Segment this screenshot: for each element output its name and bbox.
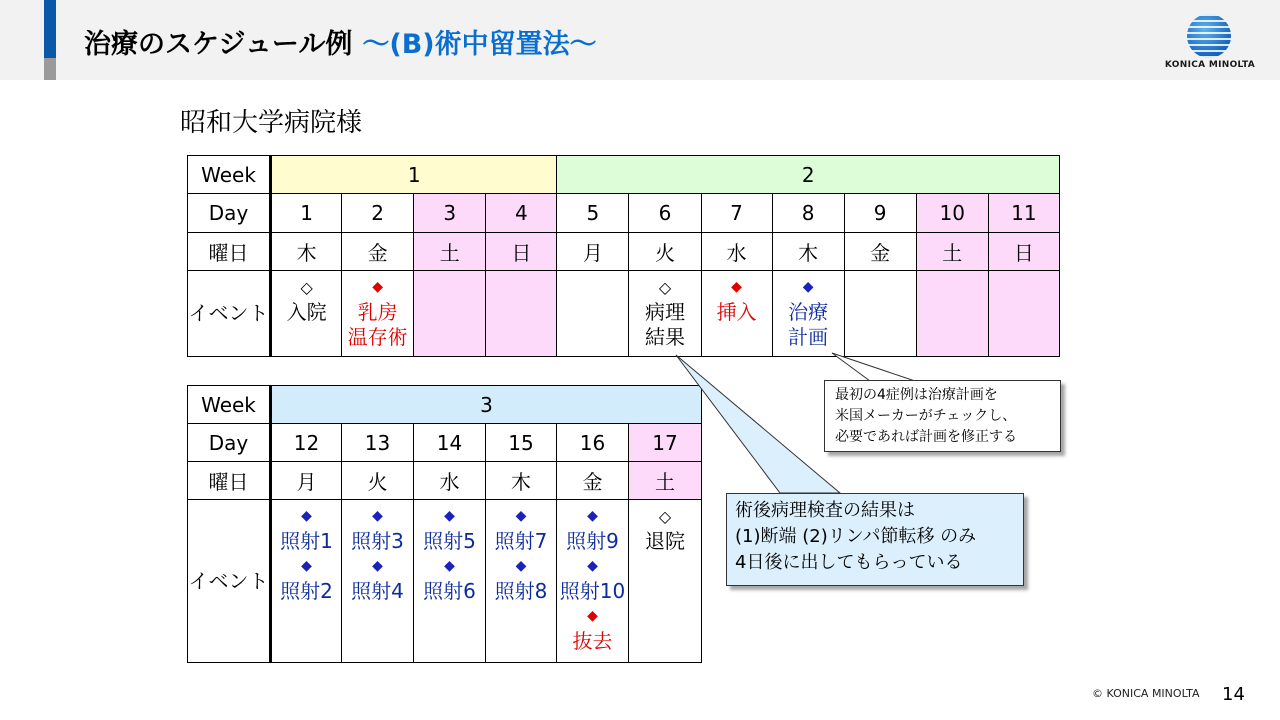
event-text: 乳房 (357, 300, 398, 324)
weekday-cell: 火 (629, 233, 701, 271)
weekday-cell: 土 (414, 233, 486, 271)
hospital-name: 昭和大学病院様 (180, 108, 363, 138)
weekday-cell: 火 (342, 462, 414, 500)
title-subtitle: ～(B)術中留置法～ (362, 29, 597, 60)
event-text: 温存術 (347, 325, 408, 349)
day-cell: 2 (342, 194, 414, 233)
week-label: Week (188, 386, 271, 424)
weekday-cell: 水 (414, 462, 486, 500)
blue-diamond-icon: ◆ (444, 558, 455, 574)
day-cell: 13 (342, 424, 414, 462)
callout-line: 必要であれば計画を修正する (835, 429, 1017, 445)
blue-diamond-icon: ◆ (802, 279, 814, 295)
event-text: 照射8 (494, 579, 548, 603)
callout-line: 米国メーカーがチェックし、 (835, 408, 1017, 424)
callout-line: 4日後に出してもらっている (735, 552, 963, 573)
event-text: 退院 (645, 529, 685, 553)
weekday-cell: 水 (701, 233, 772, 271)
event-text: 照射10 (559, 579, 626, 603)
day-cell: 7 (701, 194, 772, 233)
event-text: 照射1 (280, 529, 333, 553)
red-diamond-icon: ◆ (372, 279, 384, 295)
event-text: 照射9 (566, 529, 619, 553)
callout-line: 術後病理検査の結果は (735, 500, 915, 521)
callout-pathology-result (726, 493, 1024, 586)
week-cell: 2 (557, 156, 1060, 194)
weekday-cell: 木 (772, 233, 844, 271)
event-text: 計画 (788, 325, 829, 349)
event-text: 照射6 (423, 579, 476, 603)
event-text: 治療 (788, 300, 829, 324)
callout-line: (1)断端 (2)リンパ節転移 のみ (735, 526, 977, 547)
day-cell: 16 (557, 424, 629, 462)
callout-line: 最初の4症例は治療計画を (835, 387, 998, 403)
event-text: 結果 (644, 325, 685, 349)
day-cell: 9 (844, 194, 916, 233)
event-text: 挿入 (716, 300, 757, 324)
day-cell: 11 (988, 194, 1059, 233)
blue-diamond-icon: ◆ (587, 508, 598, 524)
day-label: Day (188, 194, 271, 233)
day-cell: 4 (486, 194, 557, 233)
blue-diamond-icon: ◆ (515, 508, 527, 524)
footer-copyright: © KONICA MINOLTA (1092, 687, 1200, 700)
blue-diamond-icon: ◆ (372, 508, 383, 524)
event-text: 照射4 (351, 579, 404, 603)
week-cell: 1 (271, 156, 557, 194)
day-cell: 14 (414, 424, 486, 462)
blue-diamond-icon: ◆ (587, 558, 598, 574)
blue-diamond-icon: ◆ (372, 558, 383, 574)
day-cell: 1 (271, 194, 342, 233)
page-number: 14 (1222, 684, 1245, 705)
open-diamond-icon: ◇ (658, 507, 672, 526)
weekday-cell: 土 (629, 462, 702, 500)
week-cell: 3 (271, 386, 702, 424)
weekday-cell: 日 (988, 233, 1059, 271)
weekday-cell: 金 (557, 462, 629, 500)
day-cell: 10 (916, 194, 988, 233)
event-text: 照射2 (280, 579, 333, 603)
title-main: 治療のスケジュール例 (84, 29, 353, 60)
callout2-pointer (676, 355, 840, 493)
event-text: 照射3 (351, 529, 404, 553)
weekday-label: 曜日 (188, 233, 271, 271)
event-text: 入院 (286, 300, 327, 324)
event-text: 抜去 (572, 629, 613, 653)
weekday-cell: 月 (557, 233, 629, 271)
blue-diamond-icon: ◆ (301, 508, 312, 524)
event-text: 照射7 (494, 529, 548, 553)
weekday-cell: 木 (486, 462, 557, 500)
weekday-cell: 金 (342, 233, 414, 271)
weekday-label: 曜日 (188, 462, 271, 500)
day-cell: 5 (557, 194, 629, 233)
weekday-cell: 土 (916, 233, 988, 271)
logo-text: KONICA MINOLTA (1164, 60, 1256, 70)
day-cell: 17 (629, 424, 702, 462)
day-cell: 6 (629, 194, 701, 233)
blue-diamond-icon: ◆ (444, 508, 455, 524)
red-diamond-icon: ◆ (731, 279, 742, 295)
event-label: イベント (188, 500, 271, 663)
callout1-pointer (832, 353, 915, 381)
day-cell: 8 (772, 194, 844, 233)
event-text: 病理 (644, 300, 685, 324)
weekday-cell: 木 (271, 233, 342, 271)
week-label: Week (188, 156, 271, 194)
callout-treatment-plan (824, 380, 1061, 452)
red-diamond-icon: ◆ (587, 608, 598, 624)
day-cell: 15 (486, 424, 557, 462)
blue-diamond-icon: ◆ (515, 558, 527, 574)
weekday-cell: 日 (486, 233, 557, 271)
day-cell: 12 (271, 424, 342, 462)
blue-diamond-icon: ◆ (301, 558, 312, 574)
event-label: イベント (188, 271, 271, 357)
day-label: Day (188, 424, 271, 462)
event-text: 照射5 (423, 529, 476, 553)
weekday-cell: 金 (844, 233, 916, 271)
day-cell: 3 (414, 194, 486, 233)
open-diamond-icon: ◇ (658, 278, 672, 297)
open-diamond-icon: ◇ (300, 278, 313, 297)
weekday-cell: 月 (271, 462, 342, 500)
